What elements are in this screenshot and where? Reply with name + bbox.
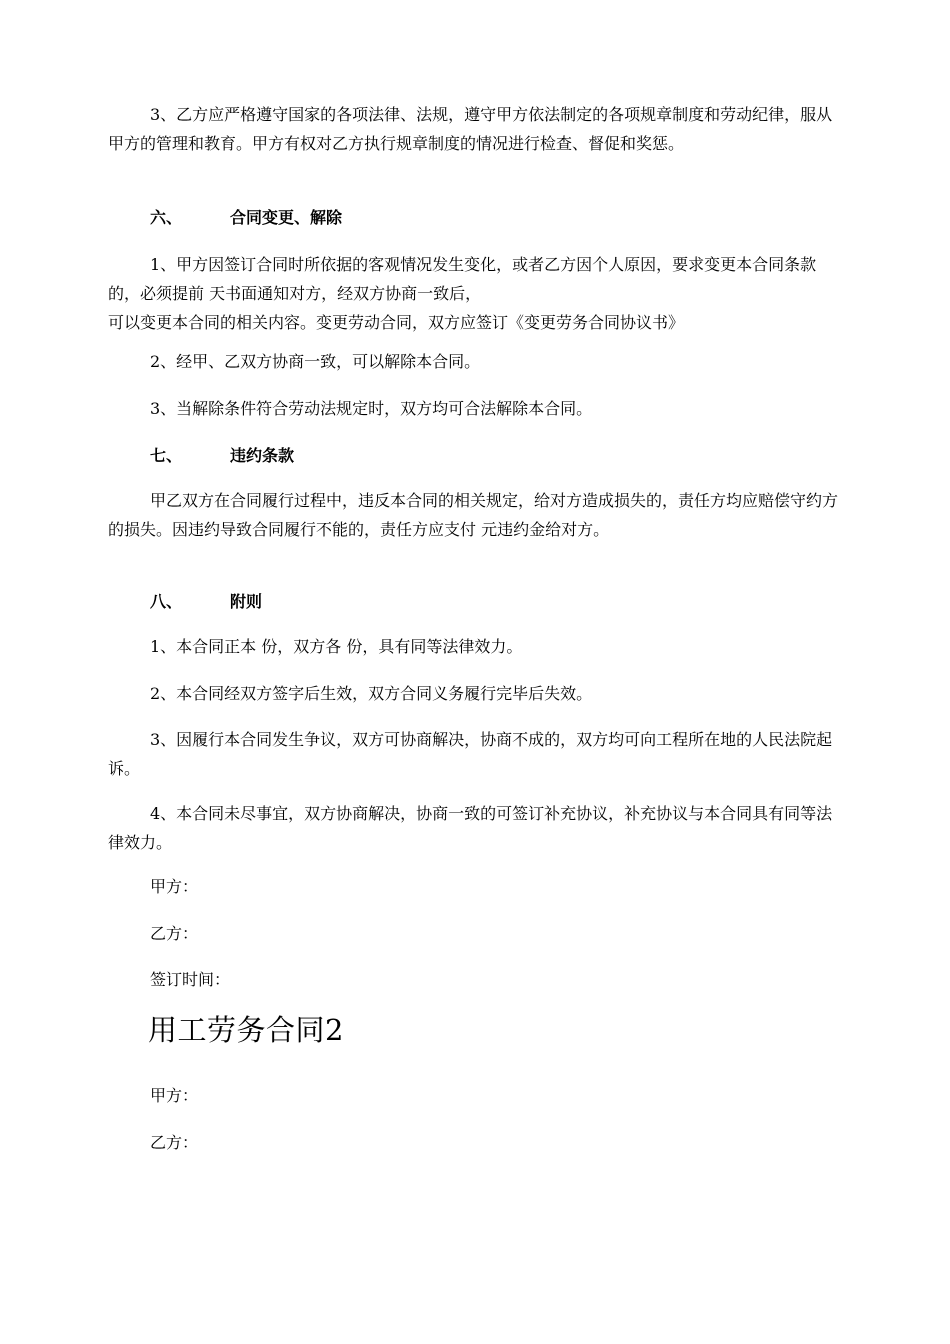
section8-number: 八、 [150, 592, 183, 611]
section6-para1-line1: 1、甲方因签订合同时所依据的客观情况发生变化，或者乙方因个人原因，要求变更本合同条款的，必须提前 天书面通知对方，经双方协商一致后， [108, 255, 817, 303]
section6-title: 合同变更、解除 [230, 208, 343, 227]
section7-title: 违约条款 [230, 446, 295, 465]
section7-para1: 甲乙双方在合同履行过程中，违反本合同的相关规定，给对方造成损失的，责任方均应赔偿守约方的损失。因违约导致合同履行不能的，责任方应支付 元违约金给对方。 [108, 491, 839, 539]
section8-para4: 4、本合同未尽事宜，双方协商解决，协商一致的可签订补充协议，补充协议与本合同具有同等法律效力。 [108, 804, 833, 852]
contract2-party-a: 甲方： [150, 1086, 199, 1105]
section7-heading [150, 444, 294, 468]
signature-party-b: 乙方： [150, 924, 199, 943]
section8-heading [150, 590, 262, 614]
contract2-title: 用工劳务合同2 [148, 1013, 344, 1047]
section6-para1 [108, 250, 843, 337]
section7-number: 七、 [150, 446, 183, 465]
section6-para2: 2、经甲、乙双方协商一致，可以解除本合同。 [150, 352, 481, 371]
section6-heading [150, 206, 342, 230]
signature-party-a: 甲方： [150, 877, 199, 896]
section5-para3: 3、乙方应严格遵守国家的各项法律、法规，遵守甲方依法制定的各项规章制度和劳动纪律，服从甲方的管理和教育。甲方有权对乙方执行规章制度的情况进行检查、督促和奖惩。 [108, 105, 833, 153]
section6-number: 六、 [150, 208, 183, 227]
signature-date: 签订时间： [150, 970, 231, 989]
section6-para3: 3、当解除条件符合劳动法规定时，双方均可合法解除本合同。 [150, 399, 593, 418]
section8-title: 附则 [230, 592, 263, 611]
section6-para1-line2: 可以变更本合同的相关内容。变更劳动合同，双方应签订《变更劳务合同协议书》 [108, 313, 685, 332]
section8-para1: 1、本合同正本 份，双方各 份，具有同等法律效力。 [150, 637, 523, 656]
contract2-party-b: 乙方： [150, 1133, 199, 1152]
section8-para3: 3、因履行本合同发生争议，双方可协商解决，协商不成的，双方均可向工程所在地的人民法院起诉。 [108, 730, 833, 778]
section8-para2: 2、本合同经双方签字后生效，双方合同义务履行完毕后失效。 [150, 684, 593, 703]
